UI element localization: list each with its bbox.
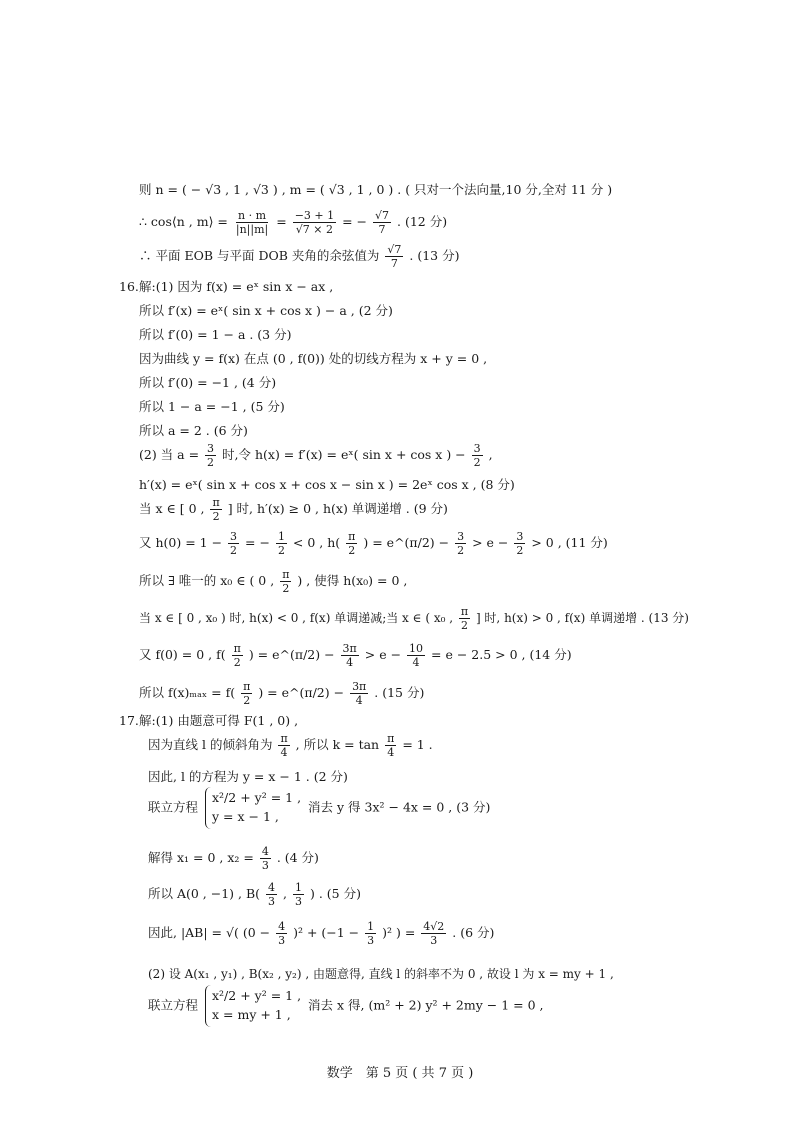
p17-line-6 xyxy=(148,882,361,907)
fraction xyxy=(472,443,483,468)
score-note: . (12 分) xyxy=(397,214,448,229)
text: 所以 f(x)ₘₐₓ = f( xyxy=(139,685,236,700)
equation: y = x − 1 , xyxy=(212,808,279,824)
text: , xyxy=(488,447,493,462)
fraction xyxy=(234,210,270,235)
denominator: 3 xyxy=(367,934,375,947)
denominator: |n||m| xyxy=(235,223,269,236)
text: 所以 ∃ 唯一的 x₀ ∈ ( 0 , xyxy=(139,573,275,588)
text: 联立方程 xyxy=(148,997,199,1013)
text: ] 时, h′(x) ≥ 0 , h(x) 单调递增 . (9 分) xyxy=(227,501,448,516)
text: 当 x ∈ [ 0 , x₀ ) 时, h(x) < 0 , f(x) 单调递减;当 x ∈ ( x₀ , xyxy=(139,611,454,625)
fraction xyxy=(407,643,425,668)
numerator: π xyxy=(460,605,469,618)
page-footer: 数学 第 5 页 ( 共 7 页 ) xyxy=(326,1066,474,1081)
p16-part2-line-4 xyxy=(139,531,608,556)
numerator: 4√2 xyxy=(423,920,445,933)
numerator: 4 xyxy=(268,881,276,894)
denominator: 2 xyxy=(516,544,524,557)
score-note: . (15 分) xyxy=(374,685,425,700)
numerator: 3 xyxy=(516,530,524,543)
fraction xyxy=(293,210,336,235)
p16-line-7: 所以 a = 2 . (6 分) xyxy=(139,423,248,438)
score-note: ) . (5 分) xyxy=(309,886,361,901)
denominator: 2 xyxy=(473,456,481,469)
denominator: 4 xyxy=(387,746,395,759)
numerator: √7 xyxy=(387,243,402,256)
p16-part2-line-5 xyxy=(139,569,407,594)
numerator: √7 xyxy=(375,209,390,222)
text: (2) 当 a = xyxy=(139,447,200,462)
fraction xyxy=(278,733,289,758)
numerator: π xyxy=(387,732,395,745)
p16-label: 16. xyxy=(119,279,139,294)
numerator: 10 xyxy=(409,642,424,655)
fraction xyxy=(232,643,243,668)
numerator: π xyxy=(282,568,290,581)
p15-conclusion xyxy=(139,244,459,269)
p16-line-5: 所以 f′(0) = −1 , (4 分) xyxy=(139,375,277,390)
numerator: n · m xyxy=(238,209,267,222)
numerator: 4 xyxy=(261,845,269,858)
p17-line-7 xyxy=(148,921,494,946)
text: 消去 x 得, (m² + 2) y² + 2my − 1 = 0 , xyxy=(308,997,544,1013)
fraction xyxy=(365,921,376,946)
numerator: 1 xyxy=(277,530,285,543)
numerator: −3 + 1 xyxy=(294,209,335,222)
denominator: 3 xyxy=(261,859,269,872)
p16-part2-line-2: h′(x) = eˣ( sin x + cos x + cos x − sin x ) = 2eˣ cos x , (8 分) xyxy=(139,477,515,492)
p17-line-5 xyxy=(148,846,319,871)
fraction xyxy=(341,643,359,668)
fraction xyxy=(514,531,525,556)
denominator: √7 × 2 xyxy=(295,223,334,236)
denominator: 2 xyxy=(212,510,220,523)
text: ) = e^(π/2) − xyxy=(248,647,335,662)
equation-system xyxy=(205,787,301,829)
numerator: π xyxy=(212,496,220,509)
fraction xyxy=(228,531,239,556)
p16-line-3: 所以 f′(0) = 1 − a . (3 分) xyxy=(139,327,292,342)
text: = 1 . xyxy=(402,737,433,752)
denominator: 4 xyxy=(280,746,288,759)
text: 所以 A(0 , −1) , B( xyxy=(148,886,261,901)
p16-line-2: 所以 f′(x) = eˣ( sin x + cos x ) − a , (2 分) xyxy=(139,303,393,318)
fraction xyxy=(385,244,403,269)
fraction xyxy=(276,921,287,946)
denominator: 2 xyxy=(282,582,290,595)
p17-line-4 xyxy=(148,787,490,829)
text: )² ) = xyxy=(382,925,416,940)
text: 解得 x₁ = 0 , x₂ = xyxy=(148,850,254,865)
text: ) = e^(π/2) − xyxy=(363,535,450,550)
numerator: 3 xyxy=(457,530,465,543)
denominator: 2 xyxy=(243,694,251,707)
denominator: 2 xyxy=(348,544,356,557)
text: = − xyxy=(245,535,270,550)
numerator: 1 xyxy=(367,920,375,933)
denominator: 2 xyxy=(233,656,241,669)
equation-system xyxy=(205,985,301,1027)
text: = − xyxy=(342,214,368,229)
denominator: 3 xyxy=(294,895,302,908)
text: 联立方程 xyxy=(148,799,199,815)
p16-part2-line-8 xyxy=(139,681,424,706)
denominator: 3 xyxy=(430,934,438,947)
score-note: . (13 分) xyxy=(409,248,460,263)
p16-part2-line-3 xyxy=(139,497,448,522)
text: 因此, |AB| = √( (0 − xyxy=(148,925,271,940)
text: 因为直线 l 的倾斜角为 xyxy=(148,737,273,752)
text: ) , 使得 h(x₀) = 0 , xyxy=(297,573,408,588)
fraction xyxy=(210,497,221,522)
numerator: π xyxy=(280,732,288,745)
p16-line-4: 因为曲线 y = f(x) 在点 (0 , f(0)) 处的切线方程为 x + y = 0 , xyxy=(139,351,488,366)
numerator: π xyxy=(233,642,241,655)
numerator: π xyxy=(243,680,251,693)
text: ∴ cos⟨n , m⟩ = xyxy=(139,214,228,229)
text: = xyxy=(276,214,287,229)
p17-label: 17. xyxy=(119,713,139,728)
numerator: 4 xyxy=(278,920,286,933)
denominator: 4 xyxy=(346,656,354,669)
denominator: 2 xyxy=(230,544,238,557)
fraction xyxy=(346,531,357,556)
text: > e − xyxy=(472,535,509,550)
p15-cosine-line xyxy=(139,210,447,235)
p17-line-2 xyxy=(148,733,433,758)
p16-line-6: 所以 1 − a = −1 , (5 分) xyxy=(139,399,285,414)
text: , xyxy=(283,886,287,901)
text: ∴ 平面 EOB 与平面 DOB 夹角的余弦值为 xyxy=(139,248,380,263)
fraction xyxy=(455,531,466,556)
text: ] 时, h(x) > 0 , f(x) 单调递增 . (13 分) xyxy=(475,611,689,625)
denominator: 3 xyxy=(278,934,286,947)
fraction xyxy=(385,733,396,758)
text: )² + (−1 − xyxy=(293,925,360,940)
fraction xyxy=(373,210,391,235)
score-note: = e − 2.5 > 0 , (14 分) xyxy=(431,647,572,662)
text: 又 f(0) = 0 , f( xyxy=(139,647,226,662)
denominator: 4 xyxy=(412,656,420,669)
fraction xyxy=(293,882,304,907)
p17-line-3: 因此, l 的方程为 y = x − 1 . (2 分) xyxy=(148,769,348,784)
denominator: 3 xyxy=(268,895,276,908)
fraction xyxy=(459,606,470,631)
denominator: 2 xyxy=(457,544,465,557)
numerator: 3π xyxy=(342,642,357,655)
text: 消去 y 得 3x² − 4x = 0 , (3 分) xyxy=(308,799,491,815)
fraction xyxy=(421,921,446,946)
denominator: 2 xyxy=(277,544,285,557)
text: < 0 , h( xyxy=(292,535,341,550)
p16-part2-line-7 xyxy=(139,643,572,668)
fraction xyxy=(205,443,216,468)
score-note: . (6 分) xyxy=(452,925,495,940)
text: 当 x ∈ [ 0 , xyxy=(139,501,205,516)
fraction xyxy=(350,681,368,706)
numerator: 3 xyxy=(230,530,238,543)
text: 时,令 h(x) = f′(x) = eˣ( sin x + cos x ) − xyxy=(222,447,466,462)
numerator: 1 xyxy=(294,881,302,894)
text: ) = e^(π/2) − xyxy=(258,685,345,700)
denominator: 7 xyxy=(390,257,398,270)
p17-line-9 xyxy=(148,985,544,1027)
p17-line-1: 解:(1) 由题意可得 F(1 , 0) , xyxy=(139,713,299,728)
text: 又 h(0) = 1 − xyxy=(139,535,223,550)
score-note: > 0 , (11 分) xyxy=(531,535,608,550)
numerator: π xyxy=(348,530,356,543)
denominator: 2 xyxy=(460,619,468,632)
denominator: 4 xyxy=(355,694,363,707)
fraction xyxy=(266,882,277,907)
p16-part2-line-6 xyxy=(139,606,689,631)
p16-part2-line-1 xyxy=(139,443,493,468)
fraction xyxy=(241,681,252,706)
p16-line-1: 解:(1) 因为 f(x) = eˣ sin x − ax , xyxy=(139,279,334,294)
equation: x = my + 1 , xyxy=(212,1006,291,1022)
fraction xyxy=(276,531,287,556)
numerator: 3π xyxy=(352,680,367,693)
p17-line-8: (2) 设 A(x₁ , y₁) , B(x₂ , y₂) , 由题意得, 直线 l 的斜率不为 0 , 故设 l 为 x = my + 1 , xyxy=(148,967,614,981)
numerator: 3 xyxy=(207,442,215,455)
fraction xyxy=(260,846,271,871)
denominator: 7 xyxy=(378,223,386,236)
fraction xyxy=(280,569,291,594)
equation: x²/2 + y² = 1 , xyxy=(212,988,302,1003)
score-note: . (4 分) xyxy=(276,850,319,865)
text: , 所以 k = tan xyxy=(295,737,380,752)
numerator: 3 xyxy=(473,442,481,455)
equation: x²/2 + y² = 1 , xyxy=(212,790,302,805)
text: > e − xyxy=(364,647,402,662)
p15-normal-vectors: 则 n = ( − √3 , 1 , √3 ) , m = ( √3 , 1 , 0 ) . ( 只对一个法向量,10 分,全对 11 分 ) xyxy=(139,182,613,197)
denominator: 2 xyxy=(207,456,215,469)
